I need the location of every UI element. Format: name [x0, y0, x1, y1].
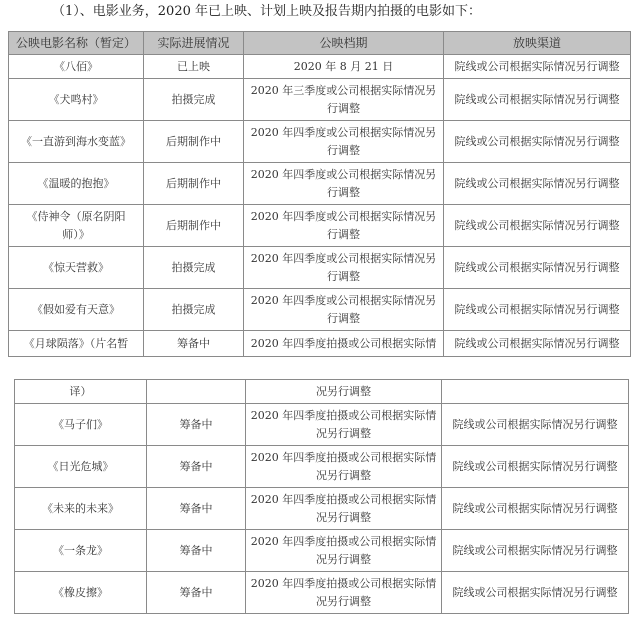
table-row [9, 331, 631, 357]
schedule-line-2: 况另行调整 [316, 468, 371, 482]
film-channel: 院线或公司根据实际情况另行调整 [442, 530, 629, 572]
film-schedule [244, 205, 444, 247]
schedule-line-1: 2020 年四季度拍摄或公司根据实际情 [250, 408, 437, 422]
schedule-line-2: 况另行调整 [316, 594, 371, 608]
film-name: 《月球陨落》（片名暂 [9, 331, 144, 357]
film-name [9, 205, 144, 247]
film-name: 《假如爱有天意》 [9, 289, 144, 331]
table-row [15, 404, 629, 446]
table-row [9, 289, 631, 331]
table-row [15, 488, 629, 530]
film-name: 译） [15, 380, 147, 404]
film-schedule [244, 289, 444, 331]
table-row [9, 79, 631, 121]
film-status: 后期制作中 [144, 163, 244, 205]
table-row [9, 163, 631, 205]
film-status: 已上映 [144, 55, 244, 79]
table-row [15, 530, 629, 572]
film-schedule [244, 163, 444, 205]
schedule-line-2: 行调整 [327, 269, 360, 283]
schedule-line-1: 2020 年四季度或公司根据实际情况另 [250, 209, 437, 223]
schedule-line-1: 2020 年四季度或公司根据实际情况另 [250, 125, 437, 139]
film-channel: 院线或公司根据实际情况另行调整 [444, 289, 631, 331]
film-channel: 院线或公司根据实际情况另行调整 [444, 79, 631, 121]
schedule-line-1: 2020 年四季度或公司根据实际情况另 [250, 167, 437, 181]
film-name: 《一直游到海水变蓝》 [9, 121, 144, 163]
film-schedule [244, 121, 444, 163]
table-row [15, 572, 629, 614]
schedule-line-2: 行调整 [327, 101, 360, 115]
table-row [9, 247, 631, 289]
film-channel: 院线或公司根据实际情况另行调整 [444, 205, 631, 247]
film-schedule [244, 247, 444, 289]
film-status: 拍摄完成 [144, 289, 244, 331]
film-status: 筹备中 [147, 446, 246, 488]
film-schedule [246, 572, 442, 614]
film-channel: 院线或公司根据实际情况另行调整 [442, 404, 629, 446]
name-line-1: 《侍神令（原名阴阳 [26, 209, 126, 223]
header-release-channel: 放映渠道 [444, 32, 631, 55]
header-release-schedule: 公映档期 [244, 32, 444, 55]
film-channel: 院线或公司根据实际情况另行调整 [444, 121, 631, 163]
film-schedule [246, 404, 442, 446]
film-schedule [244, 79, 444, 121]
schedule-line-1: 2020 年四季度拍摄或公司根据实际情 [250, 576, 437, 590]
film-schedule: 2020 年 8 月 21 日 [244, 55, 444, 79]
schedule-line-1: 2020 年四季度或公司根据实际情况另 [250, 251, 437, 265]
film-status: 筹备中 [147, 488, 246, 530]
film-name: 《一条龙》 [15, 530, 147, 572]
table-row [15, 446, 629, 488]
schedule-line-2: 行调整 [327, 185, 360, 199]
name-line-2: 师）》 [62, 227, 90, 241]
schedule-line-2: 行调整 [327, 227, 360, 241]
film-channel: 院线或公司根据实际情况另行调整 [444, 163, 631, 205]
film-status: 拍摄完成 [144, 247, 244, 289]
film-name: 《惊天营救》 [9, 247, 144, 289]
film-name: 《橡皮擦》 [15, 572, 147, 614]
film-schedule [246, 530, 442, 572]
film-channel: 院线或公司根据实际情况另行调整 [444, 55, 631, 79]
table-row [9, 205, 631, 247]
table-row [9, 55, 631, 79]
film-name: 《未来的未来》 [15, 488, 147, 530]
film-status [147, 380, 246, 404]
schedule-line-1: 2020 年四季度拍摄或公司根据实际情 [250, 534, 437, 548]
film-status: 筹备中 [147, 572, 246, 614]
film-status: 拍摄完成 [144, 79, 244, 121]
film-status: 筹备中 [147, 530, 246, 572]
table-row-continuation [15, 380, 629, 404]
film-channel [442, 380, 629, 404]
schedule-line-1: 2020 年四季度或公司根据实际情况另 [250, 293, 437, 307]
film-status: 筹备中 [144, 331, 244, 357]
film-name: 《日光危城》 [15, 446, 147, 488]
schedule-line-1: 2020 年三季度或公司根据实际情况另 [250, 83, 437, 97]
film-channel: 院线或公司根据实际情况另行调整 [442, 572, 629, 614]
film-schedule: 况另行调整 [246, 380, 442, 404]
schedule-line-2: 行调整 [327, 311, 360, 325]
header-progress: 实际进展情况 [144, 32, 244, 55]
schedule-line-2: 行调整 [327, 143, 360, 157]
film-schedule [246, 488, 442, 530]
film-channel: 院线或公司根据实际情况另行调整 [444, 331, 631, 357]
film-status: 后期制作中 [144, 205, 244, 247]
schedule-line-1: 2020 年四季度拍摄或公司根据实际情 [250, 492, 437, 506]
film-name: 《马子们》 [15, 404, 147, 446]
film-schedule: 2020 年四季度拍摄或公司根据实际情 [244, 331, 444, 357]
film-status: 筹备中 [147, 404, 246, 446]
film-name: 《温暖的抱抱》 [9, 163, 144, 205]
film-status: 后期制作中 [144, 121, 244, 163]
table-row [9, 121, 631, 163]
schedule-line-1: 2020 年四季度拍摄或公司根据实际情 [250, 450, 437, 464]
film-channel: 院线或公司根据实际情况另行调整 [444, 247, 631, 289]
schedule-line-2: 况另行调整 [316, 510, 371, 524]
intro-paragraph: （1）、电影业务，2020 年已上映、计划上映及报告期内拍摄的电影如下： [52, 4, 481, 19]
film-name: 《犬鸣村》 [9, 79, 144, 121]
film-name: 《八佰》 [9, 55, 144, 79]
film-table-part-2 [14, 379, 629, 614]
schedule-line-2: 况另行调整 [316, 552, 371, 566]
schedule-line-2: 况另行调整 [316, 426, 371, 440]
table-header-row [9, 32, 631, 55]
film-channel: 院线或公司根据实际情况另行调整 [442, 446, 629, 488]
film-schedule [246, 446, 442, 488]
film-channel: 院线或公司根据实际情况另行调整 [442, 488, 629, 530]
header-film-name: 公映电影名称（暂定） [9, 32, 144, 55]
film-table-part-1 [8, 31, 631, 357]
